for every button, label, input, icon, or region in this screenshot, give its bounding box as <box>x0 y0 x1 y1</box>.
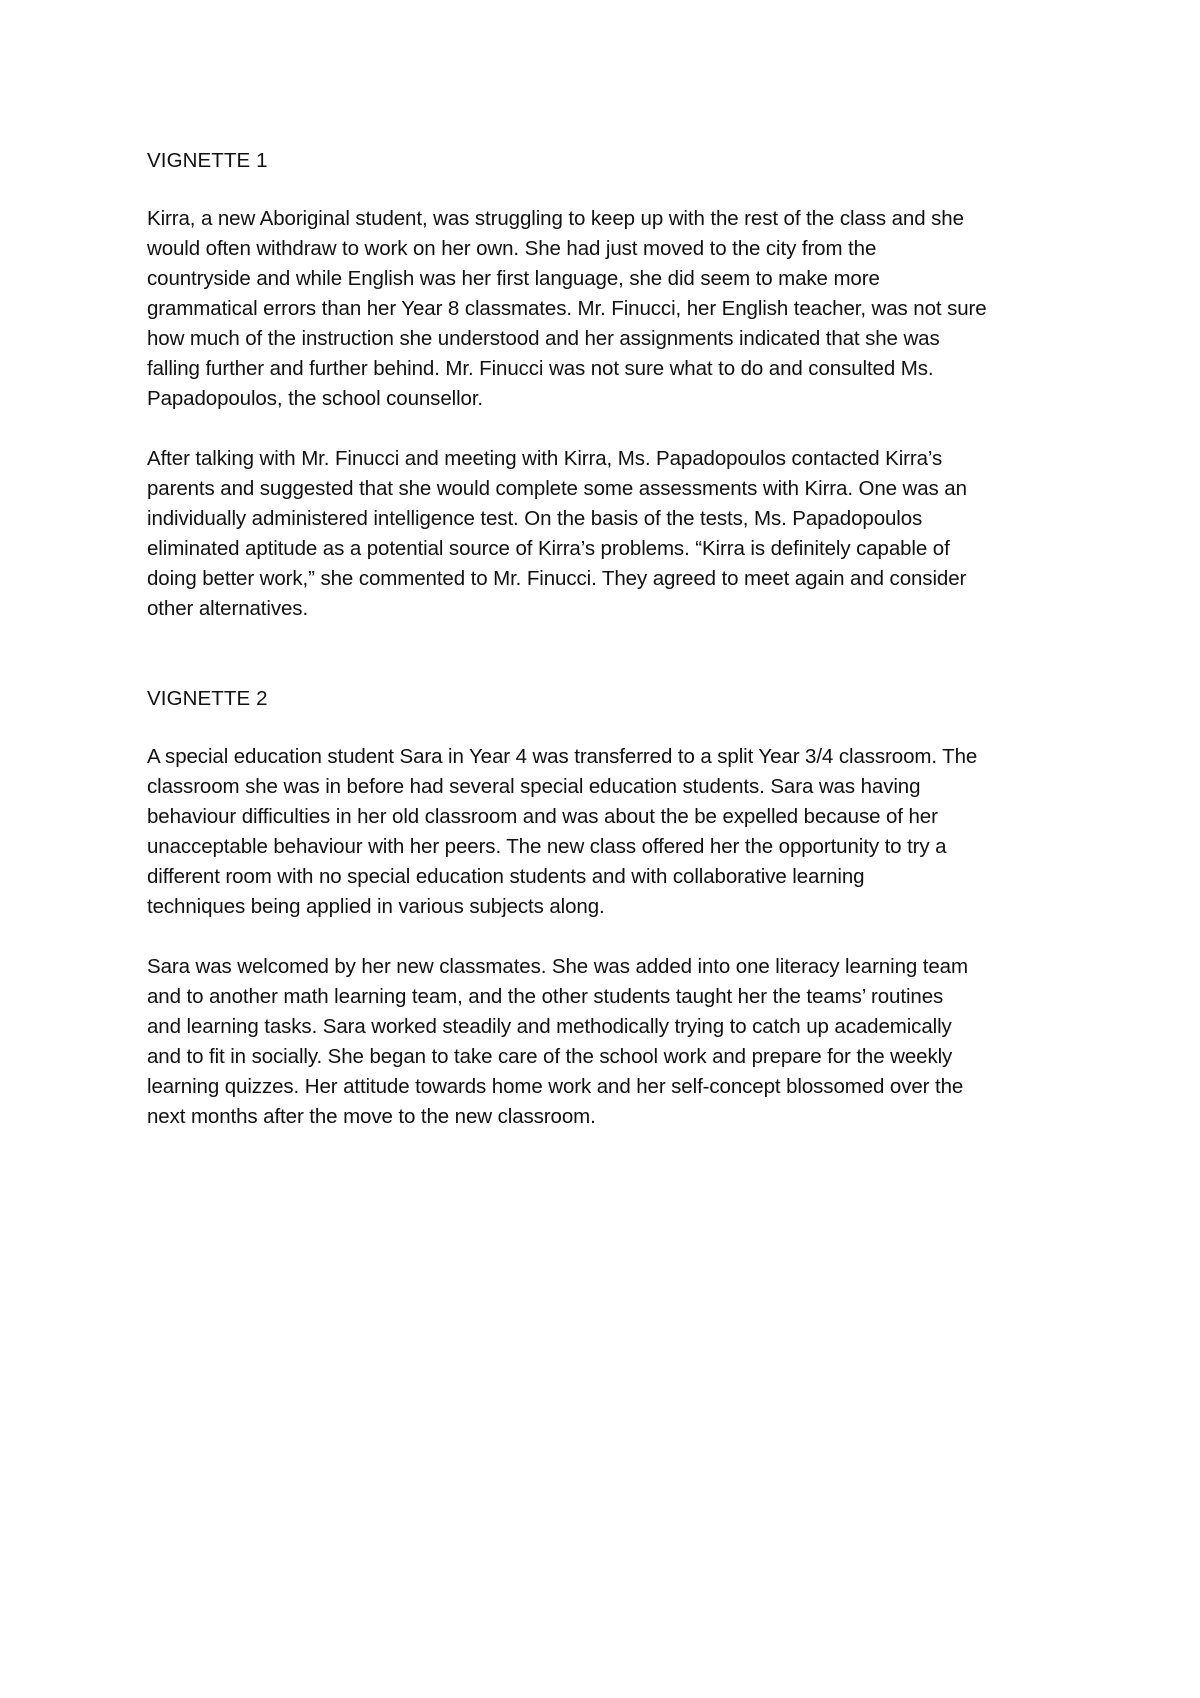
vignette-2-heading: VIGNETTE 2 <box>147 687 268 710</box>
vignette-1-paragraph-1: Kirra, a new Aboriginal student, was struggling to keep up with the rest of the class and she would often withdraw to work on her own. She had just moved to the city from the countryside and while English was her first language, she did seem to make more grammatical errors than her Year 8 classmates. Mr. Finucci, her English teacher, was not sure how much of the instruction she understood and her assignments indicated that she was falling further and further behind. Mr. Finucci was not sure what to do and consulted Ms. Papadopoulos, the school counsellor. <box>147 207 987 410</box>
vignette-1-paragraph-2: After talking with Mr. Finucci and meeting with Kirra, Ms. Papadopoulos contacted Kirra’s parents and suggested that she would complete some assessments with Kirra. One was an individually administered intelligence test. On the basis of the tests, Ms. Papadopoulos eliminated aptitude as a potential source of Kirra’s problems. “Kirra is definitely capable of doing better work,” she commented to Mr. Finucci. They agreed to meet again and consider other alternatives. <box>147 447 967 620</box>
vignette-1-section <box>147 146 1077 624</box>
vignette-2-paragraph-2: Sara was welcomed by her new classmates. She was added into one literacy learning team and to another math learning team, and the other students taught her the teams’ routines and learning tasks. Sara worked steadily and methodically trying to catch up academically and to fit in socially. She began to take care of the school work and prepare for the weekly learning quizzes. Her attitude towards home work and her self-concept blossomed over the next months after the move to the new classroom. <box>147 955 968 1128</box>
document-page <box>147 146 1077 1162</box>
vignette-2-section <box>147 684 1077 1132</box>
vignette-2-paragraph-1: A special education student Sara in Year 4 was transferred to a split Year 3/4 classroom. The classroom she was in before had several special education students. Sara was having behaviour difficulties in her old classroom and was about the be expelled because of her unacceptable behaviour with her peers. The new class offered her the opportunity to try a different room with no special education students and with collaborative learning techniques being applied in various subjects along. <box>147 745 978 918</box>
vignette-1-heading: VIGNETTE 1 <box>147 149 268 172</box>
